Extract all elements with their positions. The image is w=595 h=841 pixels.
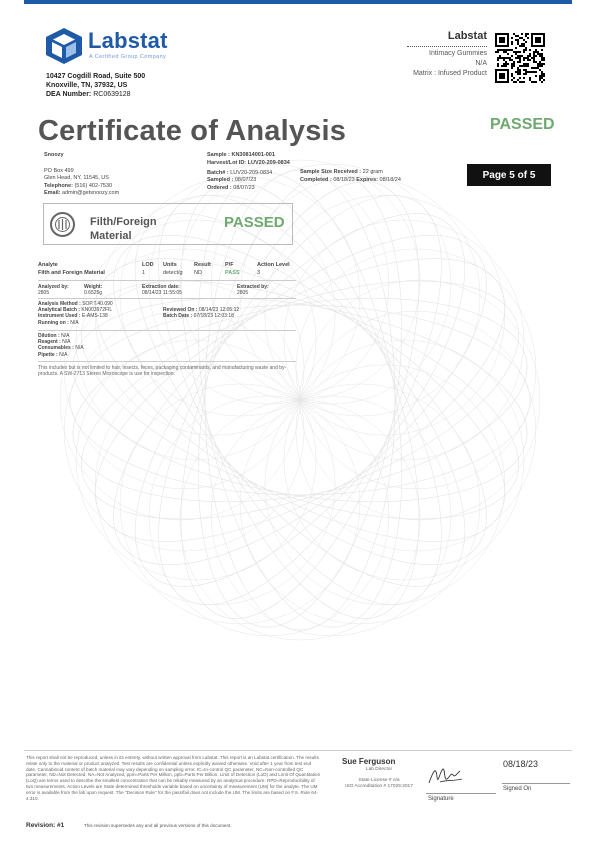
method-value: SOP.T.40.090	[82, 301, 113, 307]
client-telephone: (516) 402-7530	[74, 182, 113, 189]
extraction-date-value: 08/14/23 11:55:05	[142, 290, 182, 297]
weight-label: Weight:	[84, 284, 103, 290]
overall-status-badge: PASSED	[490, 116, 555, 133]
header-dotted-rule	[407, 46, 487, 47]
client-email[interactable]: admin@getsnoozy.com	[62, 190, 120, 197]
analyzed-by-value: 2805	[38, 290, 50, 297]
product-name: Intimacy Gummies	[429, 50, 487, 57]
handwritten-signature	[426, 763, 466, 789]
panel-status: PASSED	[224, 214, 285, 231]
extraction-date-block	[142, 284, 182, 296]
pipette-value: N/A	[59, 351, 68, 358]
client-po: PO Box 499	[44, 167, 74, 174]
qr-code[interactable]	[495, 33, 545, 83]
product-na: N/A	[475, 60, 487, 67]
reagent-label: Reagent :	[38, 339, 61, 346]
header-brand: Labstat	[447, 30, 487, 42]
page-title: Certificate of Analysis	[38, 115, 347, 147]
lab-address	[46, 72, 145, 99]
cell-action-level: 3	[257, 270, 261, 276]
signed-on-label: Signed On	[503, 786, 532, 792]
weight-value: 0.6525g	[84, 290, 103, 297]
ordered-date: 08/07/23	[233, 185, 255, 192]
state-license: State License # n/a	[358, 777, 400, 783]
signer-name: Sue Ferguson	[342, 757, 396, 766]
client-info	[44, 152, 119, 198]
col-units: Units	[163, 262, 177, 268]
cell-units: detect/g	[163, 270, 183, 276]
batch-id: LUV20-209-0834	[230, 169, 273, 176]
col-pf: P/F	[225, 262, 234, 268]
dilution-value: N/A	[61, 333, 70, 339]
instrument-value: E-AMS-138	[81, 313, 108, 320]
microscope-icon	[50, 212, 75, 237]
table-divider	[38, 280, 296, 281]
cell-analyte: Filth and Foreign Material	[38, 270, 105, 276]
extraction-date-label: Extraction date:	[142, 284, 180, 290]
reagent-block	[38, 333, 84, 358]
logo-tagline: A Certified Group Company	[89, 54, 167, 60]
batch-date-label: Batch Date :	[163, 313, 193, 320]
completed-label: Completed :	[300, 176, 332, 183]
dea-label: DEA Number:	[46, 91, 92, 98]
consumables-value: N/A	[75, 345, 84, 352]
cell-pf: PASS	[225, 270, 240, 276]
date-line	[502, 783, 570, 784]
reagent-value: N/A	[62, 339, 71, 346]
dea-value: RC0639128	[93, 91, 131, 98]
signer-title: Lab Director	[365, 767, 393, 772]
method-block	[38, 301, 113, 326]
analyzed-by-block	[38, 284, 69, 296]
col-result: Result	[194, 262, 211, 268]
top-accent-bar	[24, 0, 572, 4]
signature-label: Signature	[428, 796, 454, 802]
instrument-label: Instrument Used :	[38, 313, 81, 320]
revision-note: This revision supersedes any and all previous versions of this document.	[84, 823, 232, 828]
review-block	[163, 307, 239, 319]
col-action-level: Action Level	[257, 262, 290, 268]
sampled-date: 08/07/23	[234, 177, 257, 184]
sampled-label: Sampled :	[207, 177, 234, 184]
revision-label: Revision: #1	[26, 822, 65, 829]
product-matrix: Matrix : Infused Product	[413, 70, 487, 77]
weight-block	[84, 284, 102, 296]
logo-cube-icon	[44, 27, 84, 65]
sample-info	[207, 152, 290, 193]
method-note: This includes but is not limited to hair, insects, feces, packaging contaminants, and manufacturing waste and by-products. A SW-2713 Stereo Microscope is use for inspection.	[38, 365, 287, 378]
cell-result: ND	[194, 270, 202, 276]
sample-id: KN30814001-001	[231, 152, 275, 158]
signer-details	[340, 767, 418, 791]
extracted-by-value: 2805	[237, 290, 249, 297]
method-divider	[38, 330, 296, 331]
harvest-label: Harvest/Lot ID:	[207, 159, 247, 166]
col-lod: LOD	[142, 262, 154, 268]
lab-street: 10427 Cogdill Road, Suite 500	[46, 73, 146, 80]
header-product-info	[407, 30, 487, 79]
expires-label: Expires:	[356, 176, 378, 183]
consumables-label: Consumables :	[38, 345, 74, 352]
email-label: Email:	[44, 190, 61, 197]
batch-label: Batch# :	[207, 169, 229, 176]
col-analyte: Analyte	[38, 262, 58, 268]
iso-accreditation: ISO Accreditation # 17025:2017	[345, 784, 413, 789]
batch-date-value: 07/18/23 12:03:18	[193, 313, 234, 320]
completed-date: 08/18/23	[333, 176, 355, 183]
method-label: Analysis Method :	[38, 301, 81, 307]
page-indicator: Page 5 of 5	[467, 164, 551, 186]
signed-date: 08/18/23	[503, 759, 539, 769]
labstat-logo	[44, 27, 194, 67]
extracted-by-label: Extracted by:	[237, 284, 269, 290]
analytical-batch-label: Analytical Batch :	[38, 307, 80, 314]
test-panel-header	[43, 203, 293, 245]
pipette-label: Pipette :	[38, 351, 58, 358]
footer-disclaimer: This report shall not be reproduced, unless in its entirety, without written approval from Labstat. This report is an Labstat certification. The results relate only to the material or product analyzed. Test results are confidential unless explicitly waived otherwise. Void after 1 year from test end date. Cannabinoid content of batch material may vary depending on sampling error. IC=In-control QC parameter, NC=Non-controlled QC parameter, ND=Not Detected, NA=Not Analyzed, ppm=Parts Per Million, ppb=Parts Per Billion. Limit of Detection (LoD) and Limit Of Quantitation (LoQ) are terms used to describe the smallest concentration that can be reliably measured by an analytical procedure. RPD=Reproducibility of two measurements. Action Levels are State determined thresholds variable based on uncertainty of measurement (UM) for the analyte. The UM error is available from the lab upon request. The "Decision Rule" for the pass/fail does not include the UM. The limits are based on F.S. Rule 64-4.310.	[26, 755, 321, 801]
sample-size-info	[300, 169, 401, 185]
logo-wordmark: Labstat	[88, 28, 168, 53]
expires-date: 08/18/24	[379, 176, 401, 183]
reviewed-label: Reviewed On :	[163, 307, 198, 313]
panel-title: Filth/Foreign Material	[90, 216, 157, 242]
client-name: Snoozy	[44, 152, 64, 158]
reviewed-value: 08/14/23 12:05:12	[198, 307, 240, 313]
harvest-id: LUV20-209-0834	[247, 159, 290, 166]
sample-label: Sample :	[207, 152, 230, 158]
size-label: Sample Size Received :	[300, 169, 362, 175]
analytical-batch-value: KN003972FIL	[81, 307, 113, 314]
client-city: Glen Head, NY, 11545, US	[44, 175, 109, 182]
cell-lod: 1	[142, 270, 146, 276]
analyzed-by-label: Analyzed by:	[38, 284, 69, 290]
ordered-label: Ordered :	[207, 185, 232, 192]
signature-line	[426, 793, 496, 794]
analysis-divider	[38, 298, 296, 299]
running-value: N/A	[70, 319, 79, 326]
extracted-by-block	[237, 284, 269, 296]
dilution-label: Dilution :	[38, 333, 60, 339]
reagent-divider	[38, 361, 296, 362]
running-label: Running on :	[38, 319, 69, 326]
footer-divider	[24, 750, 572, 751]
telephone-label: Telephone:	[44, 182, 73, 189]
lab-city: Knoxville, TN, 37932, US	[46, 82, 128, 89]
size-value: 22 gram	[362, 169, 383, 175]
